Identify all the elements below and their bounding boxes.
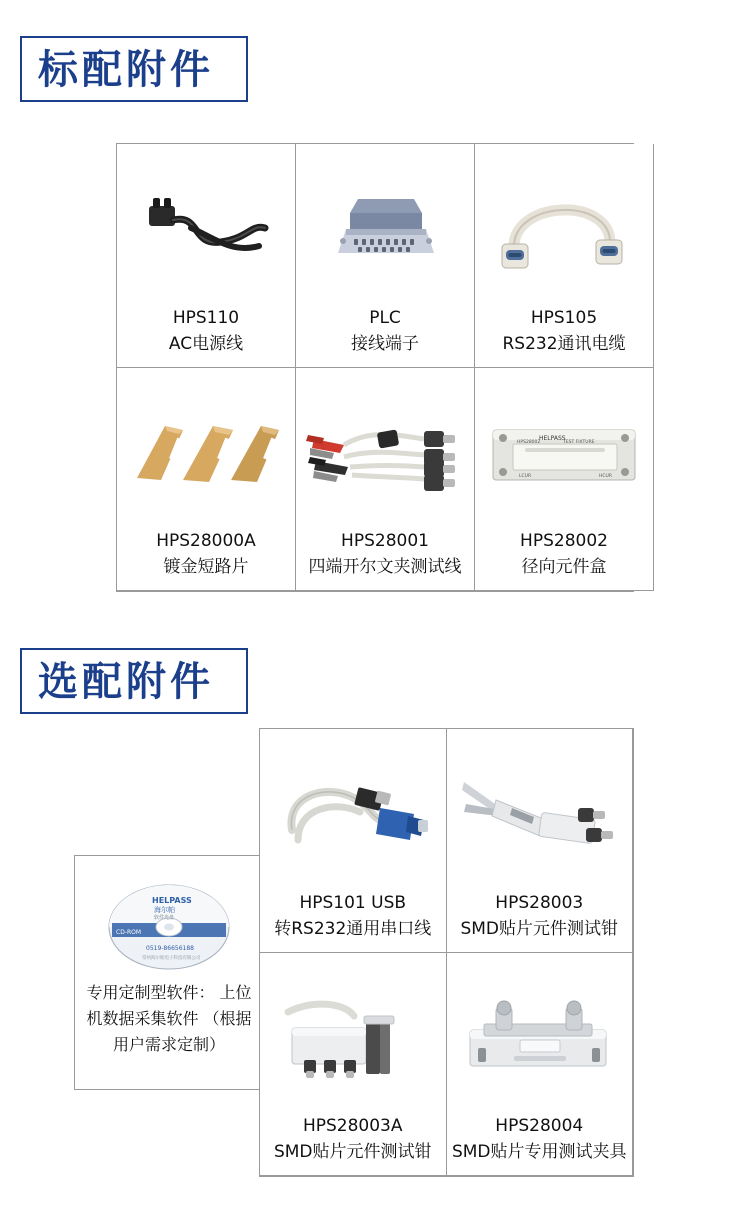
accessory-model: HPS28001 [341, 531, 429, 551]
accessory-desc: SMD贴片元件测试钳 [273, 1142, 432, 1162]
accessory-cell [260, 729, 447, 953]
section-heading-standard-accessories: 标配附件 [20, 36, 248, 102]
accessory-caption [452, 1113, 627, 1167]
smd-clamp-icon [264, 963, 442, 1114]
accessory-cell [117, 368, 296, 592]
accessory-caption [351, 305, 419, 359]
accessory-model: HPS28003A [302, 1116, 403, 1136]
accessory-model: HPS28004 [495, 1116, 584, 1136]
accessory-desc: 镀金短路片 [163, 557, 249, 577]
accessory-caption [520, 528, 608, 582]
accessory-caption [309, 528, 462, 582]
accessory-desc: AC电源线 [168, 333, 244, 354]
svg-text:HCUR: HCUR [599, 473, 612, 479]
usb-to-rs232-cable-icon [264, 739, 442, 890]
smd-tweezer-icon [451, 739, 629, 890]
accessory-model: HPS101 USB [299, 892, 407, 913]
svg-text:CD-ROM: CD-ROM [116, 928, 142, 936]
accessory-model: PLC [369, 307, 401, 328]
svg-text:HPS28002: HPS28002 [517, 439, 541, 445]
accessory-desc: 接线端子 [351, 333, 419, 354]
accessory-desc: 径向元件盒 [521, 557, 607, 577]
rs232-cable-icon [479, 154, 649, 305]
kelvin-clip-leads-icon [300, 378, 470, 529]
accessory-model: HPS110 [172, 307, 240, 328]
accessory-cell [296, 144, 475, 368]
smd-fixture-icon [451, 963, 629, 1114]
accessory-cell [296, 368, 475, 592]
accessory-cell [447, 953, 634, 1177]
accessory-desc: RS232通讯电缆 [502, 333, 626, 354]
accessory-caption [169, 305, 243, 359]
svg-text:HELPASS: HELPASS [152, 895, 192, 905]
accessory-desc: 转RS232通用串口线 [274, 918, 432, 939]
accessory-caption [460, 890, 618, 944]
accessory-caption [156, 528, 256, 582]
accessory-model: HPS28003 [495, 892, 584, 913]
accessory-model: HPS28002 [520, 531, 608, 551]
accessory-desc: 四端开尔文夹测试线 [308, 557, 462, 577]
svg-text:海尔帕: 海尔帕 [154, 905, 175, 914]
svg-text:LCUR: LCUR [519, 473, 532, 479]
accessory-model: HPS28000A [156, 531, 256, 551]
software-line-3: （根据用户需求定制） [112, 1009, 252, 1054]
cd-rom-icon [94, 870, 244, 980]
optional-accessories-grid [259, 728, 634, 1177]
db25-connector-icon [300, 154, 470, 305]
svg-text:软件光盘: 软件光盘 [154, 914, 175, 921]
svg-text:HELPASS: HELPASS [539, 434, 566, 442]
svg-text:常州海尔帕电子科技有限公司: 常州海尔帕电子科技有限公司 [142, 955, 201, 961]
software-cell [74, 855, 264, 1090]
standard-accessories-grid [116, 143, 634, 592]
accessory-desc: SMD贴片专用测试夹具 [451, 1142, 627, 1162]
accessory-cell [475, 144, 654, 368]
accessory-caption [502, 305, 625, 359]
gold-shorting-plate-icon [121, 378, 291, 529]
accessory-model: HPS105 [530, 307, 598, 328]
radial-component-box-icon [479, 378, 649, 529]
power-cord-icon [121, 154, 291, 305]
software-line-1: 专用定制型软件： [86, 983, 215, 1002]
accessory-desc: SMD贴片元件测试钳 [460, 918, 619, 939]
accessory-cell [447, 729, 634, 953]
svg-text:TEST FIXTURE: TEST FIXTURE [563, 439, 595, 445]
accessory-caption [274, 890, 431, 944]
svg-text:0519-86656188: 0519-86656188 [146, 944, 194, 952]
accessory-cell [475, 368, 654, 592]
software-caption [81, 980, 257, 1058]
accessory-caption [274, 1113, 432, 1167]
section-heading-optional-accessories: 选配附件 [20, 648, 248, 714]
accessory-cell [117, 144, 296, 368]
software-line-2: 上位机数据采集软件 [86, 983, 252, 1028]
accessory-cell [260, 953, 447, 1177]
